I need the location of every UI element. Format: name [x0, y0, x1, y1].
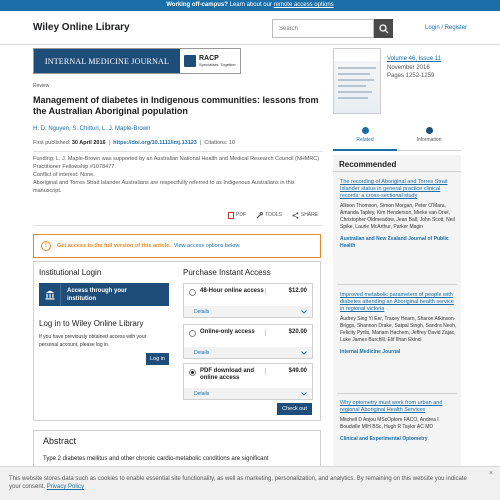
option-radio[interactable]: [189, 330, 196, 337]
indigenous-note: Aboriginal and Torres Strait Islander Australians are respectfully referred to as Indigenous Australians in this manuscript.: [33, 180, 295, 194]
chevron-down-icon: [301, 351, 307, 355]
funding-text: Funding: L. J. Maple-Brown was supported by an Australian National Health and Medical Research Council (NHMRC) Practitioner Fellowship #1078477.: [33, 156, 320, 170]
divider: [33, 151, 323, 152]
racp-name: RACP: [199, 55, 219, 62]
citations-count[interactable]: Citations: 10: [204, 140, 235, 146]
check-out-button[interactable]: Check out: [277, 403, 312, 415]
option-radio-selected[interactable]: [189, 369, 196, 376]
recommended-item: [340, 400, 458, 443]
share-label: SHARE: [300, 212, 319, 218]
tools-label: TOOLS: [265, 212, 282, 218]
tab-related[interactable]: [333, 127, 397, 143]
option-price: $12.00: [265, 288, 307, 295]
institution-access-button[interactable]: [39, 283, 169, 306]
details-label: Details: [194, 390, 210, 397]
purchase-access-title: Purchase Instant Access: [183, 268, 271, 277]
conflict-text: Conflict of interest: None.: [33, 172, 95, 178]
option-price: $49.00: [265, 368, 307, 375]
pdf-label: PDF: [236, 212, 246, 218]
option-details-toggle[interactable]: [184, 388, 312, 399]
view-access-options-link[interactable]: View access options below.: [173, 243, 241, 249]
cover-header: [334, 49, 380, 61]
search-icon: [379, 24, 389, 34]
wrench-icon: [256, 212, 263, 219]
purchase-option-online-only[interactable]: [183, 324, 313, 359]
racp-logo: [180, 49, 240, 73]
tab-related-label: Related: [356, 137, 374, 143]
abstract-section: [33, 430, 321, 470]
first-published-date: 30 April 2016: [71, 140, 106, 146]
recommended-item-authors: Allison Thomson, Simon Morgan, Peter O'Mara, Amanda Tapley, Kim Henderson, Mieke van Driel, Christopher Oldmeadow, Jean Ball, John Scott, Neil Spike, Laurie McArthur, Parker Magin: [340, 203, 455, 230]
recommended-title: Recommended: [333, 155, 461, 172]
recommended-item-title[interactable]: Why optometry must work from urban and regional Aboriginal Health Services: [340, 400, 443, 413]
wiley-login-text: If you have previously obtained access with your personal account, please log in.: [39, 334, 147, 348]
issue-link[interactable]: Volume 46, Issue 11: [387, 56, 441, 62]
tools-button[interactable]: [256, 212, 282, 219]
option-price: $20.00: [265, 329, 307, 336]
recommended-item: [340, 179, 458, 250]
option-label: PDF download and online access: [200, 368, 254, 381]
share-icon: [292, 212, 299, 219]
tab-information[interactable]: [397, 127, 461, 143]
recommended-item-journal[interactable]: Australian and New Zealand Journal of Public Health: [340, 236, 449, 249]
purchase-option-48-hour[interactable]: [183, 283, 313, 318]
first-published-label: First published:: [33, 140, 71, 146]
divider: [337, 284, 457, 285]
site-logo[interactable]: Wiley Online Library: [33, 22, 130, 33]
option-radio[interactable]: [189, 289, 196, 296]
pdf-button[interactable]: [228, 212, 246, 219]
cookie-text: This website stores data such as cookies to enable essential site functionality, as well as marketing, personalization, and analytics. By remaining on this website you indicate your consent.: [9, 476, 467, 490]
option-details-toggle[interactable]: [184, 306, 312, 317]
recommended-item-authors: Audrey Sing Yi Eer, Tracey Hearn, Sharon Atkinson-Briggs, Shannon Drake, Satpal Singh, Sandra Neoh, Felicity Pyrlis, Mariam Hachem, Jeffrey David Zajac, Luke James Burchill, Elif Ilhan Ekinci: [340, 316, 457, 343]
pdf-icon: [228, 212, 234, 219]
recommended-item-authors: Mitchell D Anjou MScOptom FACO, Andrea I Boudville MIH BSc, Hugh R Taylor AC MD: [340, 417, 439, 430]
abstract-text: Type 2 diabetes mellitus and other chronic cardio-metabolic conditions are significant: [43, 456, 269, 462]
close-icon[interactable]: ×: [489, 470, 494, 477]
purchase-option-pdf-online[interactable]: [183, 363, 313, 400]
site-header: [0, 11, 500, 45]
share-button[interactable]: [292, 212, 318, 219]
institution-icon: [39, 283, 61, 306]
sidebar-tabs: [333, 127, 461, 149]
doi-link[interactable]: https://doi.org/10.1111/imj.13123: [113, 140, 197, 146]
banner-bold-text: Working off-campus?: [166, 2, 228, 8]
recommended-item-journal[interactable]: Internal Medicine Journal: [340, 349, 401, 355]
publication-meta: First published: 30 April 2016 | https://doi.org/10.1111/imj.13123 | Citations: 10: [33, 140, 235, 146]
search-button[interactable]: [374, 19, 393, 38]
institutional-login-title: Institutional Login: [39, 268, 102, 277]
divider: [337, 393, 457, 394]
divider: [33, 225, 323, 226]
option-label: Online-only access: [200, 329, 255, 335]
wiley-login-title: Log in to Wiley Online Library: [39, 319, 144, 328]
journal-name: INTERNAL MEDICINE JOURNAL: [34, 49, 180, 73]
article-tools: [228, 210, 318, 220]
active-tab-indicator: [333, 149, 397, 151]
abstract-title: Abstract: [43, 436, 77, 446]
cookie-banner: [0, 466, 500, 500]
search-field[interactable]: [272, 19, 374, 38]
issue-date: November 2016: [387, 65, 430, 71]
access-notice: [33, 234, 321, 258]
recommended-item: [340, 292, 458, 356]
chevron-down-icon: [301, 392, 307, 396]
article-title: Management of diabetes in Indigenous communities: lessons from the Australian Aboriginal population: [33, 95, 319, 116]
login-register-link[interactable]: Login / Register: [425, 25, 468, 31]
banner-text: Learn about our: [229, 2, 272, 8]
remote-access-banner: [0, 0, 500, 11]
recommended-item-journal[interactable]: Clinical and Experimental Optometry: [340, 436, 428, 442]
racp-tagline: Specialists. Together: [199, 62, 236, 67]
details-label: Details: [194, 349, 210, 356]
issue-pages: Pages 1252-1259: [387, 73, 435, 79]
institution-access-label: Access through your institution: [67, 287, 128, 302]
information-icon: [426, 127, 433, 134]
option-label: 48-Hour online access: [200, 288, 264, 294]
info-icon: !: [41, 241, 51, 251]
remote-access-link[interactable]: remote access options: [273, 2, 334, 8]
cookie-message: [9, 475, 479, 491]
chevron-down-icon: [301, 310, 307, 314]
privacy-policy-link[interactable]: Privacy Policy: [46, 484, 85, 490]
related-icon: [362, 127, 369, 134]
author-list[interactable]: H. D. Nguyen, S. Chitturi, L. J. Maple-Brown: [33, 126, 151, 132]
article-type: Review: [33, 83, 50, 89]
log-in-button[interactable]: Log in: [146, 353, 169, 365]
recommended-item-title[interactable]: The recording of Aboriginal and Torres Strait Islander status in general practice clinical records: a cross-sectional study: [340, 179, 448, 199]
racp-mark-icon: [184, 55, 196, 67]
details-label: Details: [194, 308, 210, 315]
recommended-item-title[interactable]: Improved metabolic parameters of people with diabetes attending an Aboriginal health service in regional victoria: [340, 292, 454, 312]
option-details-toggle[interactable]: [184, 347, 312, 358]
search-input[interactable]: [273, 20, 373, 37]
access-notice-text: Get access to the full version of this article.: [57, 243, 171, 249]
journal-banner[interactable]: [33, 48, 241, 74]
funding-notes: [33, 155, 323, 195]
journal-cover-image[interactable]: [333, 48, 381, 114]
tab-information-label: Information: [416, 137, 442, 143]
